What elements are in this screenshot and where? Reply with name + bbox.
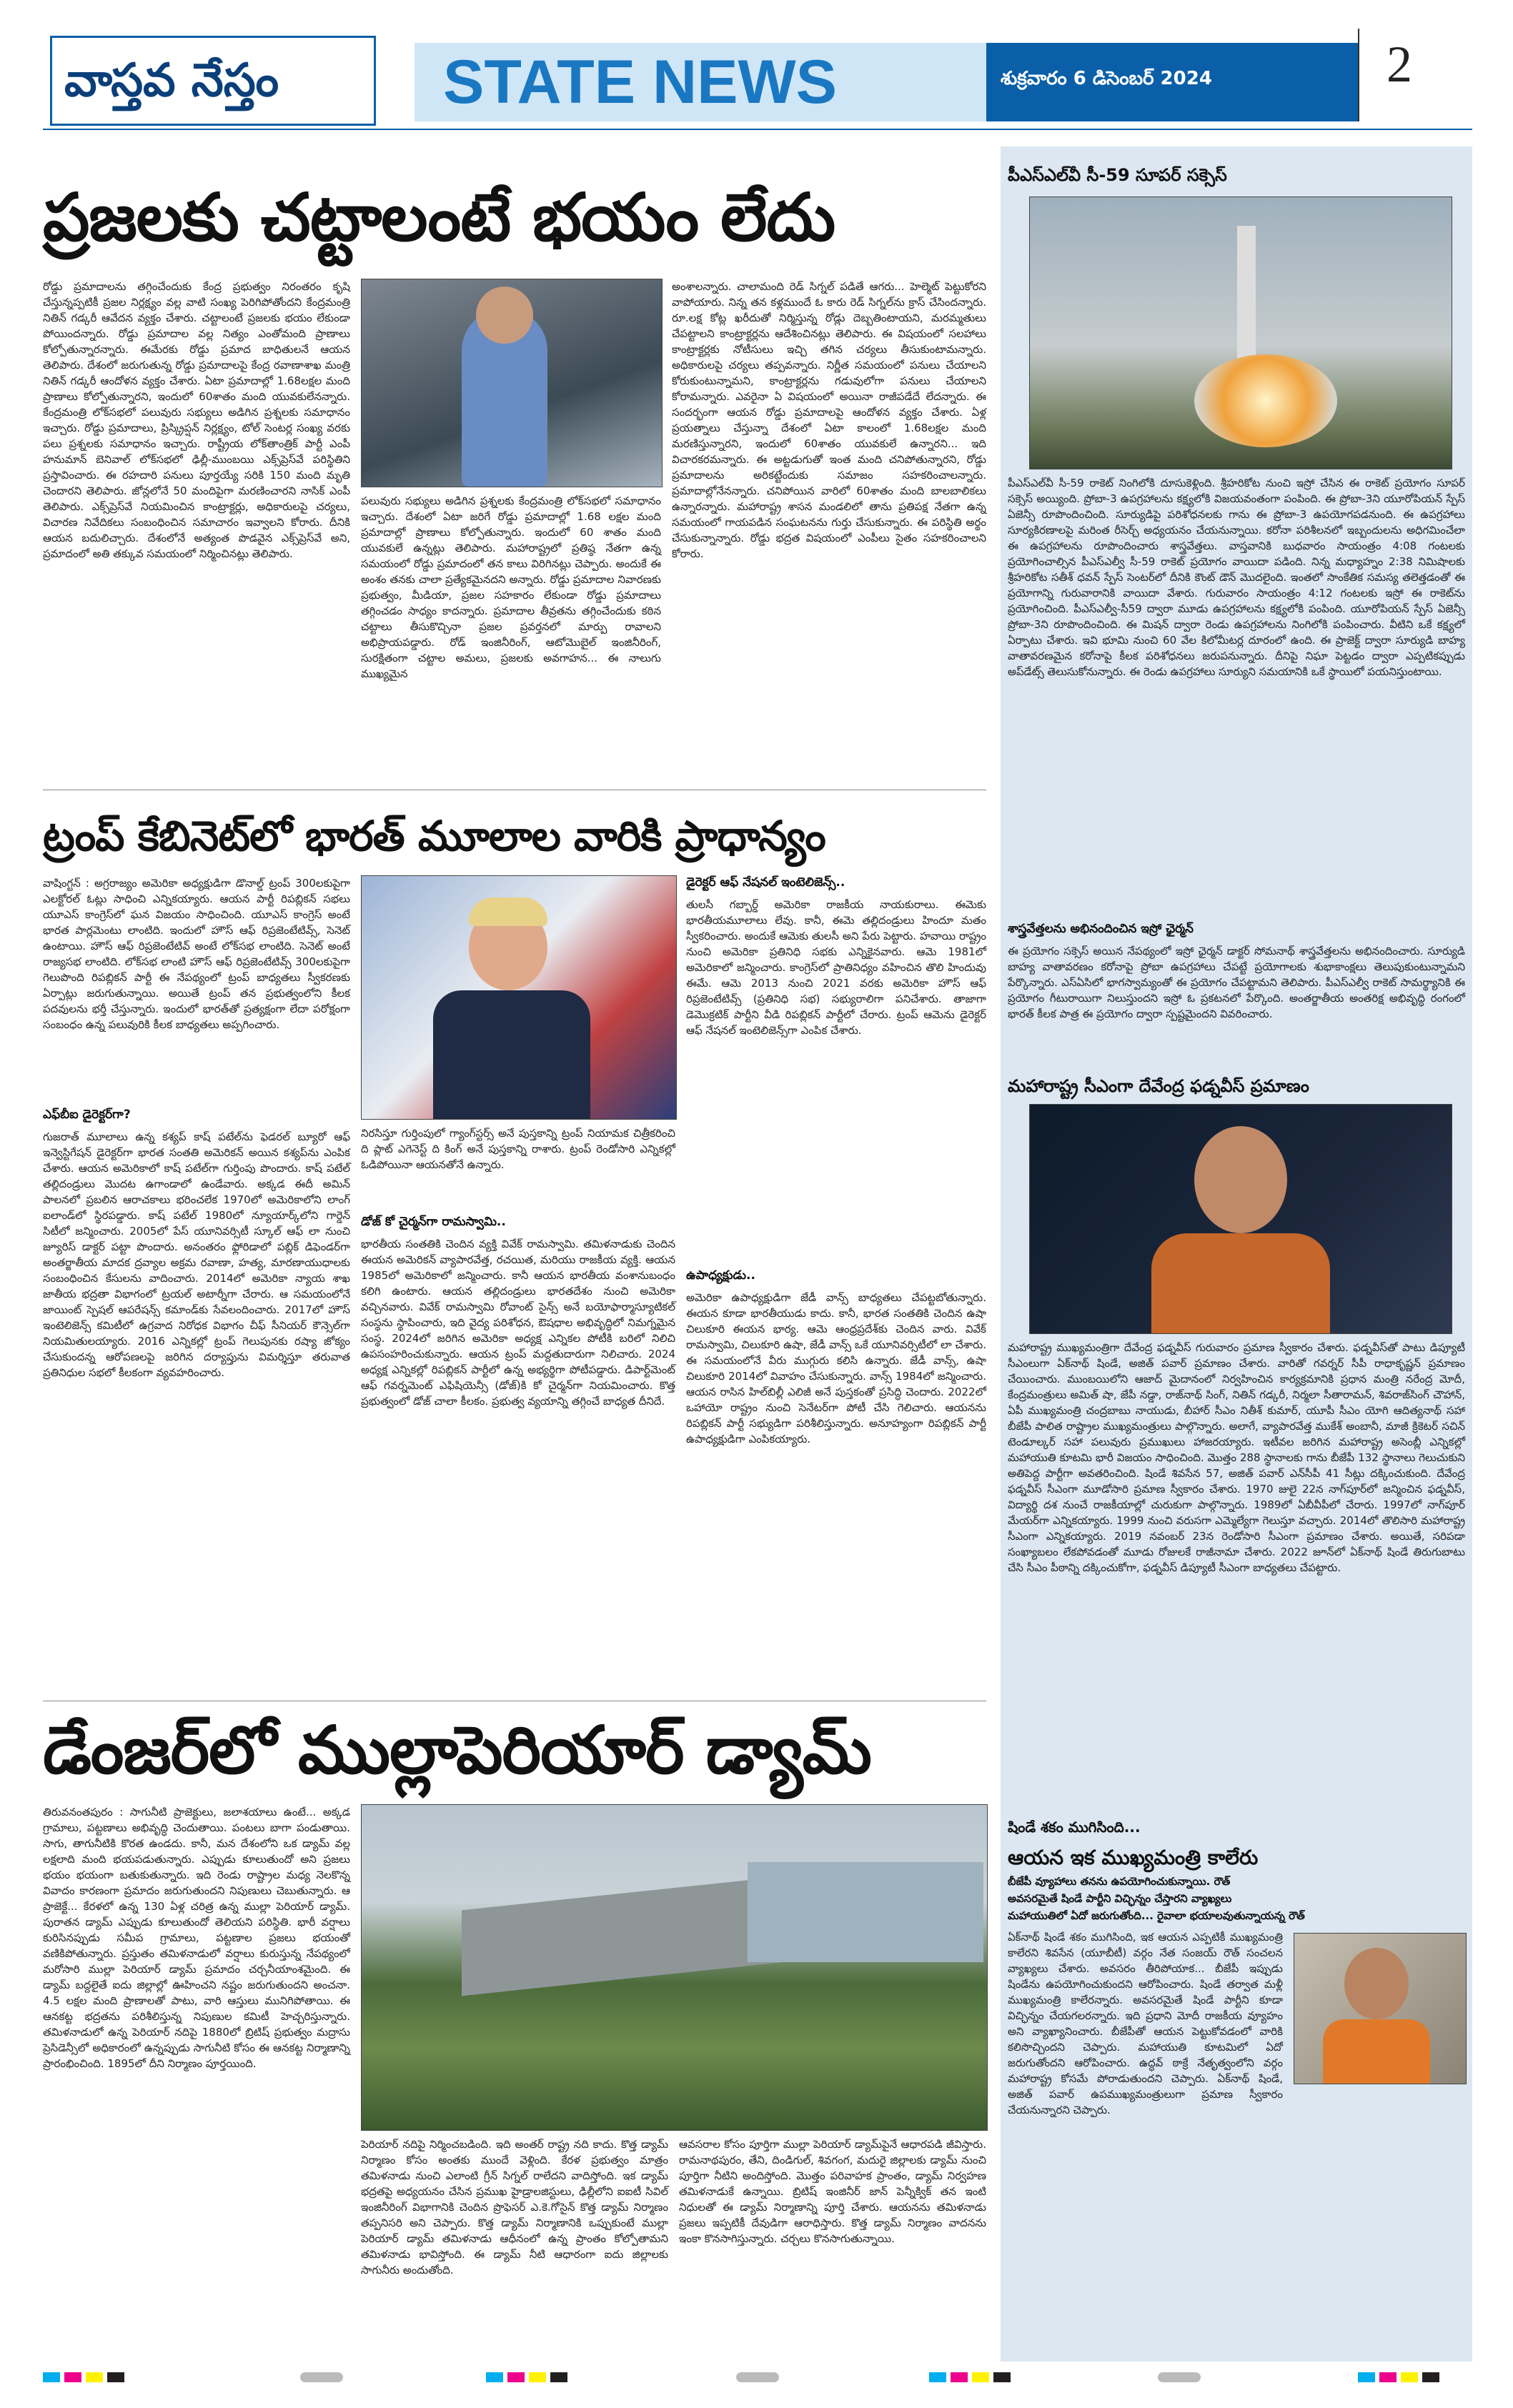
speaker-head bbox=[476, 287, 533, 344]
story2-col2: నిరసిస్తూ గుర్తింపులో గ్యాంగ్‌స్టర్స్ అనే పుస్తకాన్ని ట్రంప్ నియామక చిత్రీకరించి ది ప్లాట్ ఎగెనెస్ట్ ది కింగ్ అనే పుస్తకాన్ని రాశారు. ట్రంప్ రెండోసారి ఎన్నికల్లో ఓడిపోయినా ఆయనతోనే ఉన్నారు. bbox=[361, 1127, 675, 1171]
shinde-tag3: మహాయుతిలో ఏదో జరుగుతోంది... రైవాలా భయాలవుతున్నాయన్న రౌత్ bbox=[1008, 1909, 1305, 1922]
story2-col3: తులసీ గబ్బార్డ్ అమెరికా రాజకీయ నాయకురాలు. ఈమెకు భారతీయమూలాలు లేవు. కానీ, ఈమె తల్లిదండ్రులు హిందూ మతం స్వీకరించారు. అందుకే ఆమెకు తులసీ అని పేరు పెట్టారు. హవాయి రాష్ట్రం నుంచి అమెరికా ప్రతినిధి సభకు ఎన్నికైనవారు. ఆమె 1981లో అమెరికాలో జన్మించారు. కాంగ్రెస్‌లో ప్రాతినిధ్యం వహించిన తొలి హిందువు ఈమే. ఆమె 2013 నుంచి 2021 వరకు అమెరికా హౌస్ ఆఫ్ రిప్రజెంటేటివ్స్ (ప్రతినిధి సభ) సభ్యురాలిగా పనిచేశారు. తాజాగా డెమొక్రటిక్ పార్టీని వీడి రిపబ్లికన్ పార్టీలో చేరారు. ట్రంప్ ఆమెను డైరెక్టర్ ఆఫ్ నేషనల్ ఇంటెలిజెన్స్‌గా ఎంపిక చేశారు. bbox=[686, 898, 986, 1037]
story3-col3: ఆవసరాల కోసం పూర్తిగా ముల్లా పెరియార్ డ్యామ్‌పైనే ఆధారపడి జీవిస్తారు. రామనాథపురం, తేని, దిండిగుల్, శివగంగ, మదురై జిల్లాలకు డ్యామ్ నుంచి పూర్తిగా నీటిని అందిస్తోంది. మొత్తం పరివాహక ప్రాంతం, డ్యామ్ నిర్వహణ తమిళనాడుకే ఉన్నాయి. బ్రిటిష్ ఇంజినీర్ జాన్ పెన్నీక్విక్ తన ఇంటి నిధులతో ఈ డ్యామ్ నిర్మాణాన్ని పూర్తి చేశారు. ఆయనను తమిళనాడు ప్రజలు ఇప్పటికీ దేవుడిగా ఆరాధిస్తారు. కొత్త డ్యామ్ నిర్మాణం వాదనను ఇంకా కొనసాగిస్తున్నారు. చర్చలు కొనసాగుతున్నాయి. bbox=[679, 2138, 986, 2245]
rocket-plume bbox=[1194, 354, 1337, 447]
story2-sub1: ఎఫ్‌బీఐ డైరెక్టర్‌గా? bbox=[43, 1108, 131, 1122]
story2-col2b: భారతీయ సంతతికి చెందిన వ్యక్తి వివేక్ రామస్వామి. తమిళనాడుకు చెందిన ఈయన అమెరికన్ వ్యాపారవేత్త, రచయిత, మరియు రాజకీయ వ్యక్తి. ఆయన 1985లో అమెరికాలో జన్మించారు. కానీ ఆయన భారతీయ వంశానుబంధం కలిగి ఉంటారు. ఆయన తల్లిదండ్రులు భారతదేశం నుంచి అమెరికా వచ్చినవారు. వివేక్ రామస్వామి రోవాంట్ సైన్స్ అనే బయోఫార్మాస్యూటికల్ సంస్థను స్థాపించారు, ఇది వైద్య పరిశోధన, ఔషధాల అభివృద్ధిలో నిమగ్నమైన సంస్థ. 2024లో జరిగిన అమెరికా అధ్యక్ష ఎన్నికల పోటీకి బరిలో నిలిచి ఉపసంహరించుకున్నారు. ఆయన ట్రంప్ మద్దతుదారుగా నిలిచారు. 2024 అధ్యక్ష ఎన్నికల్లో రిపబ్లికన్ పార్టీలో ఉన్న అభ్యర్థిగా పోటీపడ్డారు. డిపార్ట్‌మెంట్ ఆఫ్ గవర్నమెంట్ ఎఫిషియెన్సీ (డోజ్)కి కో చైర్మన్‌గా నియమించారు. కొత్త ప్రభుత్వంలో డోజ్ చాలా కీలకం. ప్రభుత్వ వ్యయాన్ని తగ్గించే బాధ్యత దీనిదే. bbox=[361, 1238, 675, 1408]
page-number: 2 bbox=[1386, 36, 1412, 93]
raut-head bbox=[1344, 1948, 1409, 2019]
story3-col2: పెరియార్ నదిపై నిర్మించబడింది. ఇది అంతర్ రాష్ట్ర నది కాదు. కొత్త డ్యామ్ నిర్మాణం కోసం అంతకు ముందే వెళ్లింది. కేరళ ప్రభుత్వం మాత్రం తమిళనాడు నుంచి ఎలాంటి గ్రీన్ సిగ్నల్ రాలేదని వాదిస్తోంది. ఇక డ్యామ్ భద్రతపై అధ్యయనం చేసిన ప్రముఖ హైడ్రాలజిస్టులు, ఢిల్లీలోని ఐఐటీ సివిల్ ఇంజినీరింగ్ విభాగానికి చెందిన ప్రొఫెసర్ ఎ.కె.గోసైన్ కొత్త డ్యామ్ నిర్మాణం తప్పనిసరి అని చెప్పారు. కొత్త డ్యామ్ నిర్మాణానికి ఒప్పుకుంటే ముల్లా పెరియార్ డ్యామ్ తమిళనాడు ఆధీనంలో ఉన్న ప్రాంతం కోల్పోతామని తమిళనాడు భావిస్తోంది. ఈ డ్యామ్ నీటి ఆధారంగా ఐదు జిల్లాలకు సాగునీరు అందుతోంది. bbox=[361, 2138, 668, 2277]
story3-headline: డేంజర్‌లో ముల్లాపెరియార్ డ్యామ్ bbox=[43, 1712, 871, 1788]
story1-headline: ప్రజలకు చట్టాలంటే భయం లేదు bbox=[43, 179, 835, 256]
shinde-tag1: బీజేపీ వ్యూహాలు తనను ఉపయోగించుకున్నాయి. రౌత్ bbox=[1008, 1875, 1231, 1888]
story2-sub2: డోజ్ కో చైర్మన్‌గా రామస్వామి.. bbox=[361, 1215, 506, 1229]
rocket-launch-photo bbox=[1029, 196, 1452, 469]
trump-hair bbox=[469, 897, 547, 926]
shinde-tag2: అవసరమైతే షిండే పార్టీని విచ్ఛిన్నం చేస్తారని వ్యాఖ్యలు bbox=[1008, 1892, 1232, 1905]
shinde-text: ఏక్‌నాథ్ షిండే శకం ముగిసింది, ఇక ఆయన ఎప్పటికీ ముఖ్యమంత్రి కాలేరని శివసేన (యూబీటీ) వర్గం నేత సంజయ్ రౌత్ సంచలన వ్యాఖ్యలు చేశారు. అవసరం తీరిపోయాక... బీజేపీ ఇప్పుడు షిండేను ఉపయోగించుకుందని ఆరోపించారు. షిండే తర్వాత మళ్లీ ముఖ్యమంత్రి కాలేరన్నారు. అవసరమైతే షిండే పార్టీని కూడా విచ్ఛిన్నం చేయగలరన్నారు. ఇది ప్రధాని మోదీ రాజకీయ వ్యూహం అని వ్యాఖ్యానించారు. బీజేపీతో ఆయన పెట్టుకోవడంలో వారికి కలిసొచ్చిందని చెప్పారు. మహాయుతి కూటమిలో ఏదో జరుగుతోందని ఆరోపించారు. ఉద్ధవ్ ఠాక్రే నేతృత్వంలోని వర్గం మహారాష్ట్ర కోసమే పోరాడుతుందని చెప్పారు. ఏక్‌నాథ్ షిండే, అజిత్ పవార్ ఉపముఖ్యమంత్రులుగా ప్రమాణ స్వీకారం చేయనున్నారని చెప్పారు. bbox=[1008, 1931, 1283, 2116]
story3-col1: తిరువనంతపురం : సాగునీటి ప్రాజెక్టులు, జలాశయాలు ఉంటే... అక్కడ గ్రామాలు, పట్టణాలు అభివృద్ధి చెందుతాయి. పంటలు బాగా పండుతాయి. సాగు, తాగునీటికి కొరత ఉండదు. కానీ, మన దేశంలోని ఒక డ్యామ్ వల్ల లక్షలాది మంది భయపడుతున్నారు. ఎప్పుడు కూలుతుందో అని ప్రజలు భయం భయంగా బతుకుతున్నారు. ఇది రెండు రాష్ట్రాల మధ్య నెలకొన్న వివాదం కారణంగా ప్రమాదం జరుగుతుందని నిపుణులు చెబుతున్నారు. ఆ ప్రాజెక్టే... కేరళలో ఉన్న 130 ఏళ్ల చరిత్ర ఉన్న ముల్లా పెరియార్ డ్యామ్. పురాతన డ్యామ్ ఎప్పుడు కూలుతుందో తెలియని పరిస్థితి. భారీ వర్షాలు కురిసినప్పుడు సమీప గ్రామాలు, పట్టణాల ప్రజలు భయంతో వణికిపోతున్నారు. ప్రస్తుతం తమిళనాడులో వర్షాలు కురుస్తున్న నేపథ్యంలో మరోసారి ముల్లా పెరియార్ డ్యామ్ ప్రమాదం చర్చనీయాంశమైంది. ఈ డ్యామ్ బద్దలైతే ఐదు జిల్లాల్లో ఊహించని నష్టం జరుగుతుందని అంచనా. 4.5 లక్షల మంది ప్రాణాలతో పాటు, వారి ఆస్తులు మునిగిపోతాయి. ఈ ఆనకట్ట భద్రతను పరిశీలిస్తున్న నిపుణుల కమిటీ హెచ్చరిస్తున్నారు. తమిళనాడులో ఉన్న పెరియార్ నదిపై 1880లో బ్రిటిష్ ప్రభుత్వం మద్రాసు ప్రెసిడెన్సీలో అధికారంలో ఉన్నప్పుడు సాగునీటి కోసం ఈ ఆనకట్ట నిర్మాణాన్ని ప్రారంభించింది. 1895లో దీని నిర్మాణం పూర్తయింది. bbox=[43, 1806, 350, 2070]
fadnavis-head bbox=[1194, 1126, 1287, 1233]
shinde-sub: షిండే శకం ముగిసింది... bbox=[1008, 1819, 1141, 1836]
reg-mark-far-right bbox=[1358, 2372, 1444, 2382]
dam-water bbox=[748, 1862, 983, 1962]
logo-text: వాస్తవ నేస్తం bbox=[64, 54, 279, 107]
section-title: STATE NEWS bbox=[443, 48, 838, 116]
issue-date: శుక్రవారం 6 డిసెంబర్ 2024 bbox=[1001, 68, 1212, 89]
story2-col1b: గుజరాత్ మూలాలు ఉన్న కశ్యప్ కాష్ పటేల్‌ను ఫెడరల్ బ్యూరో ఆఫ్ ఇన్వెస్టిగేషన్ డైరెక్టర్‌గా భారత సంతతి అమెరికన్ అయిన కశ్యప్‌ను ఎంపిక చేశారు. ఆయన అమెరికాలో కాష్ పటేల్‌గా గుర్తింపు పొందారు. కాష్ పటేల్ తల్లిదండ్రులు మొదట ఉగాండాలో ఉండేవారు. అక్కడ ఈదీ అమిన్ పాలనలో ప్రబలిన ఆరాచకాలు భరించలేక 1970లో అమెరికాలోని లాంగ్ ఐలాండ్‌లో స్థిరపడ్డారు. కాష్ పటేల్ 1980లో న్యూయార్క్‌లోని గార్డెన్ సిటీలో జన్మించారు. 2005లో పేస్ యూనివర్సిటీ స్కూల్ ఆఫ్ లా నుంచి జ్యూరిస్ డాక్టర్ పట్టా పొందారు. అనంతరం ఫ్లోరిడాలో పబ్లిక్ డిఫెండర్‌గా అంతర్జాతీయ మాదక ద్రవ్యాల అక్రమ రవాణా, హత్య, మారణాయుధాలకు సంబంధించిన కేసులను వాదించారు. 2014లో అమెరికా న్యాయ శాఖ జాతీయ భద్రతా విభాగంలో ట్రయల్ అటార్నీగా చేరారు. ఆ సమయంలోనే జాయింట్ స్పెషల్ ఆపరేషన్స్ కమాండ్‌కు సేవలందించారు. 2017లో హౌస్ ఇంటెలిజెన్స్ కమిటీలో ఉగ్రవాద నిరోధక విభాగం చీఫ్ సీనియర్ కౌన్సెల్‌గా నియమితులయ్యారు. 2016 ఎన్నికల్లో ట్రంప్ గెలుపునకు రష్యా జోక్యం చేసుకుందన్న ఆరోపణలపై జరిగిన దర్యాప్తును విమర్శిస్తూ తరువాత ప్రతినిధుల సభలో కీలకంగా వ్యవహరించారు. bbox=[43, 1130, 350, 1379]
reg-oval-3 bbox=[1158, 2372, 1201, 2382]
shinde-headline: ఆయన ఇక ముఖ్యమంత్రి కాలేరు bbox=[1008, 1846, 1259, 1869]
pslv-title: పీఎస్ఎల్‌వీ సీ-59 సూపర్ సక్సెస్ bbox=[1008, 165, 1227, 185]
reg-mark-center bbox=[486, 2372, 572, 2382]
isro-text: ఈ ప్రయోగం సక్సెస్ అయిన నేపథ్యంలో ఇస్రో ఛైర్మన్ డాక్టర్ సోమనాథ్ శాస్త్రవేత్తలను అభినందించారు. సూర్యుడి బాహ్య వాతావరణం కరోనాపై ప్రోబా ఉపగ్రహాలు చేపట్టే ప్రయోగాలకు శుభాకాంక్షలు తెలుపుకుంటున్నామని పేర్కొన్నారు. ఎస్ఏసిలో భాగస్వామ్యంతో ఈ ప్రయోగం చేపట్టామని తెలిపారు. పీఎస్ఎల్వీ రాకెట్ సామర్థ్యానికి ఈ ప్రయోగం గీటురాయిగా నిలుస్తుందని ఇస్రో ఓ ప్రకటనలో పేర్కొంది. అంతర్జాతీయ అంతరిక్ష అభివృద్ధి రంగంలో భారత్ కీలక పాత్ర ఈ ప్రయోగం ద్వారా స్పష్టమైందని వివరించారు. bbox=[1008, 945, 1465, 1020]
raut-photo bbox=[1294, 1933, 1467, 2084]
reg-oval-2 bbox=[736, 2372, 779, 2382]
story2-col1: వాషింగ్టన్ : అగ్రరాజ్యం అమెరికా అధ్యక్షుడిగా డొనాల్డ్ ట్రంప్ 300లకుపైగా ఎలక్టోరల్ ఓట్లు సాధించి ఎన్నికయ్యారు. ఆయన పార్టీ రిపబ్లికన్ సభలు యూఎస్ కాంగ్రెస్‌లో ఘన విజయం సాధించింది. యూఎస్ కాంగ్రెస్ అంటే భారత పార్లమెంటు లాంటిది. ఇందులో హౌస్ ఆఫ్ రిప్రజెంటేటివ్స్, సెనెట్ ఉంటాయి. హౌస్ ఆఫ్ రిప్రజెంటేటివ్ అంటే లోక్‌సభ లాంటిది. సెనెట్ అంటే రాజ్యసభ లాంటిది. లోక్‌సభ లాంటి హౌస్ ఆఫ్ రిప్రజెంటేటివ్స్ 300లకుపైగా గెలుపొంది రిపబ్లికన్ పార్టీ ఈ నేపథ్యంలో ట్రంప్ బాధ్యతలు స్వీకరణకు ఏర్పాట్లు జరుగుతున్నాయి. అయితే ట్రంప్ తన ప్రభుత్వంలోని కీలక పదవులను భర్తీ చేస్తున్నారు. ఇందులో భారత్‌తో ప్రత్యక్షంగా లేదా పరోక్షంగా సంబంధం ఉన్న పలువురికి కీలక బాధ్యతలు అప్పగించారు. bbox=[43, 877, 350, 1031]
rocket-body bbox=[1237, 226, 1256, 362]
masthead bbox=[29, 29, 1487, 114]
reg-mark-right bbox=[929, 2372, 1015, 2382]
story2-sub3: డైరెక్టర్ ఆఫ్ నేషనల్ ఇంటెలిజెన్స్.. bbox=[686, 875, 845, 890]
story1-col3: అంశాలన్నారు. చాలామంది రెడ్ సిగ్నల్ పడితే ఆగరు... హెల్మెట్ పెట్టుకోరని వాపోయారు. నిన్న తన కళ్లముందే ఓ కారు రెడ్ సిగ్నల్‌ను క్రాస్ చేసిందన్నారు. రూ.లక్ష కోట్ల ఖరీదుతో నిర్మిస్తున్న రోడ్లు దెబ్బతింటాయని, మరమ్మతులు చేపట్టాలని కాంట్రాక్టర్లను ఆదేశించినట్లు తెలిపారు. ఈ విషయంలో సలహాలు కాంట్రాక్టర్లకు నోటీసులు ఇచ్చి తగిన చర్యలు తీసుకుంటామన్నారు. అధికారులపై చర్యలు తప్పవన్నారు. నిర్ణీత సమయంలో పనులు చేయాలని కోరుకుంటున్నామని, కాంట్రాక్టర్లను గడువులోగా పనులు చేయాలని కోరామన్నారు. ఎవరైనా ఏ విషయంలో అయినా రాజీపడేదే లేదన్నారు. ఈ సందర్భంగా ఆయన రోడ్డు ప్రమాదాలపై ఆందోళన వ్యక్తం చేశారు. ఏళ్ల ప్రయత్నాలు చేస్తున్నా దేశంలో ఏటా కాలంలో 1.68లక్షల మంది మరణిస్తున్నారని, ఇందులో 60శాతం యువకులే ఉన్నారని... ఇది విచారకరమన్నారు. ఈ అట్టడుగుతో ఇంత మంది చనిపోతున్నారని, రోడ్డు ప్రమాదాలను అరికట్టేందుకు సమాజం సహకరించాలన్నారు. ప్రమాదాల్లోనేనన్నారు. చనిపోయిన వారిలో 60శాతం మంది బాలబాలికలు ఉన్నారన్నారు. మహారాష్ట్ర శాసన మండలిలో తాను ప్రతిపక్ష నేతగా ఉన్న సమయంలో గాయపడిన సంఘటనను గుర్తు చేసుకున్నారు. ఈ పరిస్థితి అర్థం చేసుకున్నాన్నారు. రోడ్డు భద్రత విషయంలో ఎంపీలు సైతం సహకరించాలని కోరారు. bbox=[672, 280, 986, 560]
trump-photo bbox=[361, 875, 677, 1120]
fadnavis-jacket bbox=[1151, 1233, 1330, 1333]
story1-col1: రోడ్డు ప్రమాదాలను తగ్గించేందుకు కేంద్ర ప్రభుత్వం నిరంతరం కృషి చేస్తున్నప్పటికీ ప్రజల నిర్లక్ష్యం వల్ల వాటి సంఖ్య పెరిగిపోతోందని కేంద్రమంత్రి నితిన్ గడ్కరీ ఆవేదన వ్యక్తం చేశారు. చట్టాలంటే ప్రజలకు భయం లేకుండా పోయిందన్నారు. రోడ్డు ప్రమాదాల వల్ల నిత్యం ఎంతోమంది ప్రాణాలు కోల్పోతున్నారన్నారు. ఈమేరకు రోడ్డు ప్రమాద బాధితులనే ఆయన తెలిపారు. దేశంలో జరుగుతున్న రోడ్డు ప్రమాదాలపై కేంద్ర రవాణాశాఖ మంత్రి నితిన్ గడ్కరీ ఆందోళన వ్యక్తం చేశారు. ఏటా ప్రమాదాల్లో 1.68లక్షల మంది ప్రాణాలు కోల్పోతున్నారని, ఇందులో 60శాతం మంది యువకులేనన్నారు. కేంద్రమంత్రి లోక్‌సభలో పలువురు సభ్యులు అడిగిన ప్రశ్నలకు సమాధానం ఇచ్చారు. రోడ్డు ప్రమాదాలు, ప్రిస్క్రిప్షన్ నిర్లక్ష్యం, టోల్ సెంటర్ల సంఖ్య వరకు పలు ప్రశ్నలకు సమాధానం ఇచ్చారు. రాష్ట్రీయ లోక్‌తాంత్రిక్ పార్టీ ఎంపీ హనుమాన్ బెనివాల్ లోక్‌సభలో ఢిల్లీ-ముంబయి ఎక్స్‌ప్రెస్‌వే పరిస్థితిని ప్రస్తావించారు. ఈ రహదారి పనులు పూర్తయ్యే సరికి 150 మంది మృతి చెందారని తెలిపారు. జోన్లలోనే 50 మందిపైగా మరణించారని నాసిక్ ఎంపీ తెలిపారు. ఎక్స్‌ప్రెస్‌వే నియమించిన కాంట్రాక్టర్లు, అధికారులపై చర్యలు, విచారణ నివేదికలు సంబంధించిన సమాచారం ఇవ్వాలని కోరారు. దీనికి ఆయన బదులిచ్చారు. దేశంలోనే అత్యంత పొడవైన ఎక్స్‌ప్రెస్‌వే అని, ప్రమాదంలో అతి తక్కువ సమయంలో నిర్మించినట్లు తెలిపారు. bbox=[43, 280, 350, 560]
story2-sub4: ఉపాధ్యక్షుడు.. bbox=[686, 1268, 755, 1283]
fadnavis-text: మహారాష్ట్ర ముఖ్యమంత్రిగా దేవేంద్ర ఫడ్నవీస్ గురువారం ప్రమాణ స్వీకారం చేశారు. ఫడ్నవీస్‌తో పాటు డిప్యూటీ సీఎంలుగా ఏక్‌నాథ్ షిండే, అజిత్ పవార్ ప్రమాణం చేశారు. వారితో గవర్నర్ సీపీ రాధాకృష్ణన్ ప్రమాణం చేయించారు. ముంబయిలోని ఆజాద్ మైదానంలో నిర్వహించిన కార్యక్రమానికి ప్రధాన మంత్రి నరేంద్ర మోదీ, కేంద్రమంత్రులు అమిత్ షా, జేపీ నడ్డా, రాజ్‌నాథ్ సింగ్, నితిన్ గడ్కరీ, నిర్మలా సీతారామన్, శివరాజ్‌సింగ్ చౌహాన్, ఏపీ ముఖ్యమంత్రి చంద్రబాబు నాయుడు, బీహార్ సీఎం నితీశ్ కుమార్, యూపీ సీఎం యోగి ఆదిత్యనాథ్ సహా బీజేపీ పాలిత రాష్ట్రాల ముఖ్యమంత్రులు పాల్గొన్నారు. అలాగే, వ్యాపారవేత్త ముకేశ్ అంబానీ, మాజీ క్రికెటర్ సచిన్ టెండూల్కర్ సహా పలువురు ప్రముఖులు హాజరయ్యారు. ఇటీవల జరిగిన మహారాష్ట్ర అసెంబ్లీ ఎన్నికల్లో మహాయుతి కూటమి భారీ విజయం సాధించింది. మొత్తం 288 స్థానాలకు గాను బీజేపీ 132 స్థానాలు గెలుచుకుని అతిపెద్ద పార్టీగా అవతరించింది. షిండే శివసేన 57, అజిత్ పవార్ ఎన్‌సీపీ 41 సీట్లు దక్కించుకుంది. దేవేంద్ర ఫడ్నవీస్ సీఎంగా మూడోసారి ప్రమాణ స్వీకారం చేశారు. 1970 జులై 22న నాగ్‌పూర్‌లో జన్మించిన ఫడ్నవీస్, విద్యార్థి దశ నుంచే రాజకీయాల్లో చురుకుగా పాల్గొన్నారు. 1989లో ఏబీవీపీలో చేరారు. 1997లో నాగ్‌పూర్ మేయర్‌గా ఎన్నికయ్యారు. 1999 నుంచి వరుసగా ఎమ్మెల్యేగా గెలుస్తూ వచ్చారు. 2014లో తొలిసారి మహారాష్ట్ర సీఎంగా ఎన్నికయ్యారు. 2019 నవంబర్ 23న రెండోసారి సీఎంగా ప్రమాణం చేశారు. అయితే, సరిపడా సంఖ్యాబలం లేకపోవడంతో మూడు రోజులకే రాజీనామా చేశారు. 2022 జూన్‌లో ఏక్‌నాథ్ షిండే తిరుగుబాటు చేసి సీఎం పీఠాన్ని దక్కించుకోగా, ఫడ్నవీస్ డిప్యూటీ సీఎంగా బాధ్యతలు చేపట్టారు. bbox=[1008, 1341, 1465, 1574]
shinde-text-top bbox=[1008, 1929, 1283, 2116]
reg-oval-1 bbox=[300, 2372, 343, 2382]
masthead-rule bbox=[43, 129, 1472, 130]
dam-photo bbox=[361, 1804, 988, 2131]
isro-sub: శాస్త్రవేత్తలను అభినందించిన ఇస్రో ఛైర్మన్ bbox=[1008, 922, 1194, 936]
speaker-photo bbox=[361, 279, 663, 487]
trump-suit bbox=[433, 990, 590, 1119]
story1-col2: పలువురు సభ్యులు అడిగిన ప్రశ్నలకు కేంద్రమంత్రి లోక్‌సభలో సమాధానం ఇచ్చారు. దేశంలో ఏటా జరిగే రోడ్డు ప్రమాదాల్లో 1.68 లక్షల మంది ప్రమాదాల్లో ప్రాణాలు కోల్పోతున్నారు. ఇందులో 60 శాతం మంది యువకులే ఉన్నట్లు తెలిపారు. మహారాష్ట్రలో ప్రతిష్ఠ నేతగా ఉన్న సమయంలో రోడ్డు ప్రమాదంలో తన కాలు విరిగినట్లు చెప్పారు. అందుకే ఈ అంశం తనకు చాలా ప్రత్యేకమైనదని అన్నారు. రోడ్డు ప్రమాదాల నివారణకు ప్రభుత్వం, మీడియా, ప్రజల సహకారం లేకుండా రోడ్డు ప్రమాదాలు తగ్గించడం సాధ్యం కాదన్నారు. ప్రమాదాల తీవ్రతను తగ్గించేందుకు కఠిన చట్టాలు తీసుకొచ్చినా ప్రజల ప్రవర్తనలో మార్పు రావాలని అభిప్రాయపడ్డారు. రోడ్ ఇంజినీరింగ్, ఆటోమొబైల్ ఇంజినీరింగ్, సురక్షితంగా చట్టాల అమలు, ప్రజలకు అవగాహన... ఈ నాలుగు ముఖ్యమైన bbox=[361, 494, 661, 680]
story2-col3b: అమెరికా ఉపాధ్యక్షుడిగా జేడీ వాన్స్ బాధ్యతలు చేపట్టబోతున్నారు. ఈయన కూడా భారతీయుడు కాదు. కానీ, భారత సంతతికి చెందిన ఉషా చిలుకూరి ఈయన భార్య. ఆమె ఆంధ్రప్రదేశ్‌కు చెందిన వారు. వివేక్ రామస్వామి, చిలుకూరి ఉషా, జేడీ వాన్స్ ఒకే యూనివర్సిటీలో లా చేశారు. ఈ సమయంలోనే వీరు ముగ్గురు కలిసి ఉన్నారు. జేడీ వాన్స్, ఉషా చిలుకూరి 2014లో వివాహం చేసుకున్నారు. వాన్స్ 1984లో జన్మించారు. ఆయన రాసిన హిల్‌బిల్లీ ఎలిజీ అనే పుస్తకంతో ప్రసిద్ధి చెందారు. 2022లో ఒహాయో రాష్ట్రం నుంచి సెనేటర్‌గా పోటీ చేసి గెలిచారు. ఆయనను రిపబ్లికన్ పార్టీ సభ్యుడిగా పరిశీలిస్తున్నారు. అనూహ్యంగా రిపబ్లికన్ పార్టీ ఉపాధ్యక్షుడిగా ఎంపికయ్యారు. bbox=[686, 1291, 986, 1446]
fadnavis-title: మహారాష్ట్ర సీఎంగా దేవేంద్ర ఫడ్నవీస్ ప్రమాణం bbox=[1008, 1076, 1309, 1096]
fadnavis-photo bbox=[1029, 1104, 1452, 1334]
story2-headline: ట్రంప్ కేబినెట్‌లో భారత్ మూలాల వారికి ప్రాధాన్యం bbox=[43, 812, 825, 860]
footer-marks bbox=[43, 2372, 1472, 2387]
pslv-text: పీఎస్ఎల్‌వీ సీ-59 రాకెట్ నింగిలోకి దూసుకెళ్లింది. శ్రీహరికోట నుంచి ఇస్రో చేసిన ఈ రాకెట్ ప్రయోగం సూపర్ సక్సెస్ అయ్యింది. ప్రోబా-3 ఉపగ్రహాలను కక్ష్యలోకి విజయవంతంగా పంపింది. ఈ ప్రోబా-3ని యూరోపియన్ స్పేస్ ఏజెన్సీ రూపొందించింది. సూర్యుడిపై పరిశోధనలకు గాను ఈ ప్రోబా-3 ఉపయోగపడనుంది. ఈ ఉపగ్రహాలు సూర్యకిరణాలపై మరింత రీసెర్చ్ అధ్యయనం చేయనున్నాయి. కరోనా పరిశీలనలో ఇబ్బందులను అధిగమించేలా ఈ ఉపగ్రహాలను రూపొందించారు శాస్త్రవేత్తలు. వాస్తవానికి బుధవారం సాయంత్రం 4:08 గంటలకు ప్రయోగించాల్సిన పీఎస్ఎల్వీ సీ-59 రాకెట్ ప్రయోగం వాయిదా పడింది. నిన్న మధ్యాహ్నం 2:38 నిమిషాలకు శ్రీహరికోట సతీశ్ ధవన్ స్పేస్ సెంటర్‌లో దీనికి కౌంట్ డౌన్ మొదలైంది. ఇంతలో సాంకేతిక సమస్య తలెత్తడంతో ఈ ప్రయోగాన్ని గురువారానికి వాయిదా వేశారు. గురువారం సాయంత్రం 4:12 గంటలకు ఇస్రో ఈ రాకెట్‌ను ప్రయోగించింది. పీఎస్ఎల్వీ-సీ59 ద్వారా మూడు ఉపగ్రహాలను కక్ష్యలోకి పంపింది. యూరోపియన్ స్పేస్ ఏజెన్సీ ప్రోబా-3ని రూపొందించింది. ఈ మిషన్ ద్వారా రెండు ఉపగ్రహాలను నింగిలోకి పంపించారు. వీటిని ఒకే కక్ష్యలో ఏర్పాటు చేశారు. ఇవి భూమి నుంచి 60 వేల కిలోమీటర్ల దూరంలో ఉంది. ఈ ప్రాజెక్ట్ ద్వారా సూర్యుడి బాహ్య వాతావరణమైన కరోనాపై కీలక పరిశోధనలు జరుపనున్నారు. దీనిపై నిఘా పెట్టడం ద్వారా ఎప్పటికప్పుడు అప్‌డేట్స్ తెలుసుకోనున్నారు. ఈ రెండు ఉపగ్రహాలు సూర్యుని సమయానికి ఒకే స్థాయిలో పయనిస్తుంటాయి. bbox=[1008, 477, 1465, 678]
reg-mark-left bbox=[43, 2372, 129, 2382]
raut-shirt bbox=[1323, 2019, 1430, 2084]
